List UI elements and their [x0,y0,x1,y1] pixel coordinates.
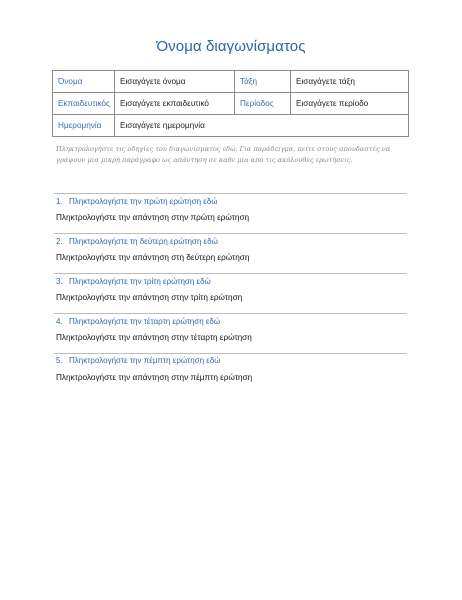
period-label: Περίοδος [235,93,291,115]
class-field[interactable]: Εισαγάγετε τάξη [291,71,409,93]
question-5[interactable] [56,356,221,365]
answer-2[interactable]: Πληκτρολογήστε την απάντηση στη δεύτερη ερώτηση [56,253,250,262]
question-number: 4. [56,317,63,326]
info-table [52,70,409,137]
date-field[interactable]: Εισαγάγετε ημερομηνία [115,115,409,137]
question-number: 2. [56,237,63,246]
question-text: Πληκτρολογήστε τη δεύτερη ερώτηση εδώ [69,237,218,246]
info-row-name-class [53,71,409,93]
divider [54,193,407,194]
divider [54,313,407,314]
question-number: 5. [56,356,63,365]
question-2[interactable] [56,237,218,246]
divider [54,273,407,274]
divider [54,233,407,234]
divider [54,353,407,354]
teacher-label: Εκπαιδευτικός [53,93,115,115]
class-label: Τάξη [235,71,291,93]
info-row-date [53,115,409,137]
name-field[interactable]: Εισαγάγετε όνομα [115,71,235,93]
teacher-field[interactable]: Εισαγάγετε εκπαιδευτικό [115,93,235,115]
question-text: Πληκτρολογήστε την πέμπτη ερώτηση εδώ [69,356,221,365]
question-text: Πληκτρολογήστε την τέταρτη ερώτηση εδώ [69,317,221,326]
name-label: Όνομα [53,71,115,93]
question-number: 1. [56,197,63,206]
answer-1[interactable]: Πληκτρολογήστε την απάντηση στην πρώτη ερώτηση [56,213,250,222]
question-text: Πληκτρολογήστε την τρίτη ερώτηση εδώ [69,277,211,286]
document-title[interactable]: Όνομα διαγωνίσματος [156,38,306,55]
answer-4[interactable]: Πληκτρολογήστε την απάντηση στην τέταρτη ερώτηση [56,333,252,342]
question-1[interactable] [56,197,218,206]
instructions-text[interactable]: Πληκτρολογήστε τις οδηγίες του διαγωνίσματος εδώ. Για παράδειγμα, πείτε στους σπουδαστές να γράψουν μια μικρή παράγραφο ως απάντηση σε κάθε μία από τις ακόλουθες ερωτήσεις. [56,145,391,164]
question-number: 3. [56,277,63,286]
date-label: Ημερομηνία [53,115,115,137]
answer-5[interactable]: Πληκτρολογήστε την απάντηση στην πέμπτη ερώτηση [56,373,253,382]
period-field[interactable]: Εισαγάγετε περίοδο [291,93,409,115]
question-text: Πληκτρολογήστε την πρώτη ερώτηση εδώ [69,197,218,206]
answer-3[interactable]: Πληκτρολογήστε την απάντηση στην τρίτη ερώτηση [56,293,243,302]
info-row-teacher-period [53,93,409,115]
question-3[interactable] [56,277,211,286]
question-4[interactable] [56,317,220,326]
